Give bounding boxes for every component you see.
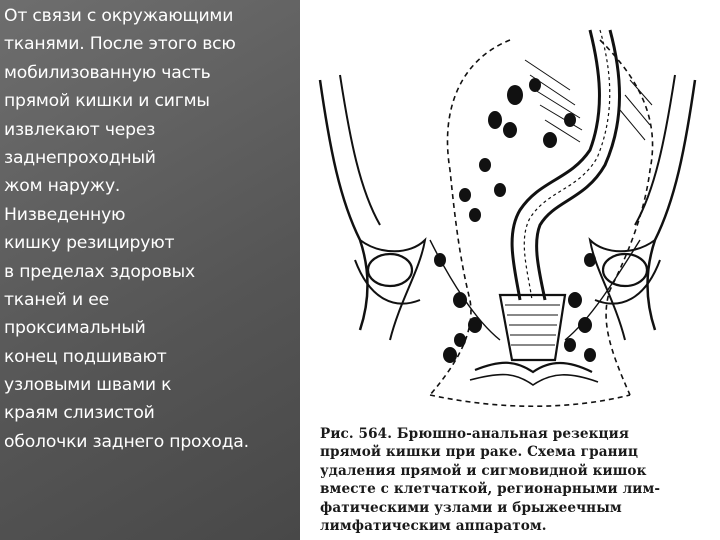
text-line: оболочки заднего прохода. — [4, 431, 249, 452]
text-line: заднепроходный — [4, 147, 156, 168]
text-line: кишку резицируют — [4, 233, 175, 254]
anatomical-illustration — [300, 0, 720, 420]
caption-line: лимфатическим аппаратом. — [320, 517, 547, 534]
text-line: в пределах здоровых — [4, 261, 195, 282]
body-text — [4, 2, 304, 456]
text-line: жом наружу. — [4, 176, 121, 197]
text-line: прямой кишки и сигмы — [4, 91, 210, 112]
caption-line: фатическими узлами и брыжеечным — [320, 499, 622, 516]
caption-line: удаления прямой и сигмовидной кишок — [320, 462, 647, 479]
figure-caption — [320, 425, 716, 535]
caption-line: вместе с клетчаткой, регионарными лим- — [320, 481, 661, 498]
text-line: проксимальный — [4, 318, 146, 339]
text-line: конец подшивают — [4, 346, 167, 367]
text-line: Низведенную — [4, 204, 126, 225]
text-line: тканей и ее — [4, 289, 109, 310]
caption-line: Рис. 564. Брюшно-анальная резекция — [320, 426, 629, 442]
text-line: От связи с окружающими — [4, 6, 234, 26]
text-line: краям слизистой — [4, 403, 155, 424]
caption-line: прямой кишки при раке. Схема границ — [320, 444, 638, 461]
text-line: тканями. После этого всю — [4, 34, 236, 55]
text-line: узловыми швами к — [4, 375, 172, 396]
text-line: извлекают через — [4, 119, 156, 140]
figure-panel — [300, 0, 720, 540]
text-line: мобилизованную часть — [4, 62, 211, 83]
